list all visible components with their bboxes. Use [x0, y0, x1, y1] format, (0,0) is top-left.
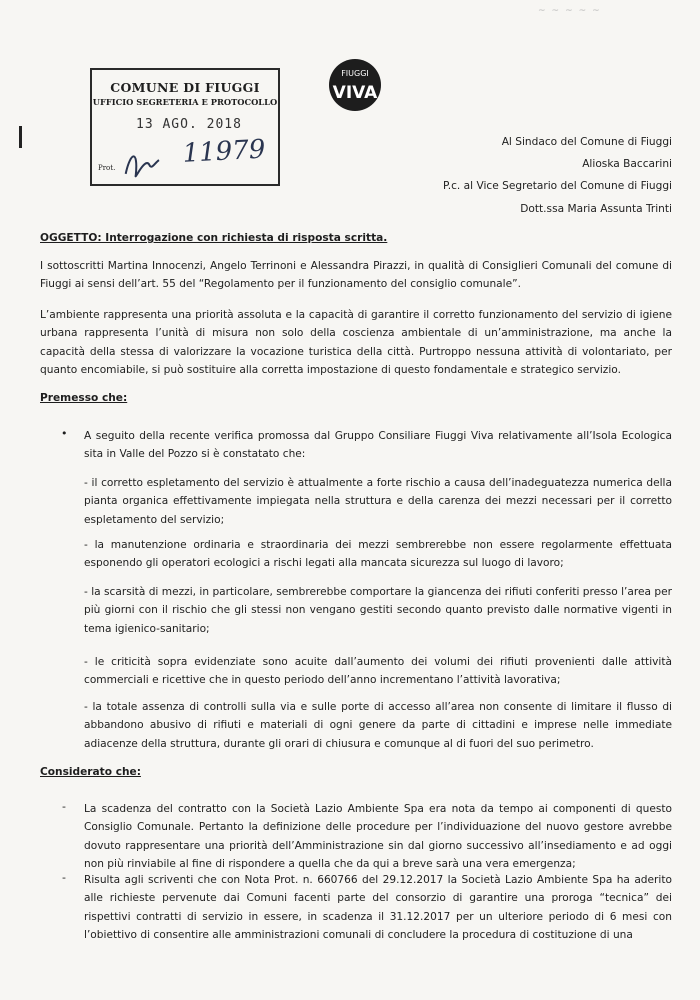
intro-paragraph: I sottoscritti Martina Innocenzi, Angelo Terrinoni e Alessandra Pirazzi, in qualità di Consiglieri Comunali del comune di Fiuggi ai sensi dell’art. 55 del “Regolamento per il funzionamento del consiglio comunale”.: [40, 260, 672, 291]
recipient-line: Dott.ssa Maria Assunta Trinti: [520, 202, 672, 215]
recipient-line: P.c. al Vice Segretario del Comune di Fiuggi: [442, 180, 672, 193]
considerato-heading: Considerato che:: [40, 766, 141, 778]
dash-marker: -: [62, 871, 66, 884]
logo-top-text: FIUGGI: [341, 69, 369, 78]
considerato-item: Risulta agli scriventi che con Nota Prot. n. 660766 del 29.12.2017 la Società Lazio Ambiente Spa ha aderito alle richieste pervenute dai Comuni facenti parte del consorzio di garantire una proroga “tecnica” dei rispettivi contratti di servizio in essere, in scadenza il 31.12.2017 per un ulteriore periodo di 6 mesi con l’obiettivo di consentire alle amministrazioni comunali di concludere la procedura di costituzione di una: [84, 874, 672, 942]
environment-paragraph: L’ambiente rappresenta una priorità assoluta e la capacità di garantire il corretto funzionamento del servizio di igiene urbana rappresenta l’unità di misura non solo della coscienza ambientale di un’amministrazione, ma anche la capacità della stessa di valorizzare la vocazione turistica della città. Purtroppo nessuna attività di volontariato, per quanto encomiabile, si può sostituire alla corretta impostazione di questo fondamentale e strategico servizio.: [40, 309, 672, 377]
premesso-item: - la manutenzione ordinaria e straordinaria dei mezzi sembrerebbe non essere regolarmente effettuata esponendo gli operatori ecologici a rischi legati alla mancata sicurezza sul luogo di lavoro;: [84, 539, 672, 570]
scan-corner-mark: ~~~~~: [538, 6, 606, 16]
stamp-prot-label: Prot.: [98, 164, 116, 172]
margin-mark: [19, 126, 22, 148]
premesso-item: - la scarsità di mezzi, in particolare, sembrerebbe comportare la giancenza dei rifiuti conferiti presso l’area per più giorni con il rischio che gli stessi non vengano gestiti secondo quanto previsto dalle normative vigenti in tema igienico-sanitario;: [84, 586, 672, 635]
bullet-marker: •: [61, 427, 68, 440]
dash-marker: -: [62, 800, 66, 813]
premesso-lead: A seguito della recente verifica promossa dal Gruppo Consiliare Fiuggi Viva relativamente all’Isola Ecologica sita in Valle del Pozzo si è constatato che:: [84, 430, 672, 461]
premesso-item: - il corretto espletamento del servizio è attualmente a forte rischio a causa dell’inadeguatezza numerica della pianta organica effettivamente impiegata nella struttura e della carenza dei mezzi necessari per il corretto espletamento del servizio;: [84, 477, 672, 526]
stamp-ufficio: UFFICIO SEGRETERIA E PROTOCOLLO: [92, 97, 278, 107]
stamp-comune: COMUNE DI FIUGGI: [110, 80, 260, 95]
recipient-line: Al Sindaco del Comune di Fiuggi: [501, 136, 672, 148]
stamp-date: 13 AGO. 2018: [136, 117, 242, 132]
premesso-item: - la totale assenza di controlli sulla via e sulle porte di accesso all’area non consente di limitare il flusso di abbandono abusivo di rifiuti e materiali di ogni genere da parte di cittadini e imprese nelle immediate adiacenze della struttura, durante gli orari di chiusura e comunque al di fuori del suo perimetro.: [84, 701, 672, 750]
protocol-stamp: COMUNE DI FIUGGI UFFICIO SEGRETERIA E PROTOCOLLO 13 AGO. 2018 Prot. 11979: [90, 68, 280, 186]
fiuggi-viva-logo-icon: [328, 58, 382, 112]
recipients-block: [443, 131, 672, 220]
recipient-line: Alioska Baccarini: [582, 158, 672, 171]
premesso-item: - le criticità sopra evidenziate sono acuite dall’aumento dei volumi dei rifiuti provenienti dalle attività commerciali e ricettive che in questo periodo dell’anno incrementano l’attività lavorativa;: [84, 656, 672, 687]
considerato-item: La scadenza del contratto con la Società Lazio Ambiente Spa era nota da tempo ai componenti di questo Consiglio Comunale. Pertanto la definizione delle procedure per l’individuazione del nuovo gestore avrebbe dovuto rappresentare una priorità dell’Amministrazione sin dal giorno successivo all’insediamento e ad oggi non più rinviabile al fine di rispondere a quella che da qui a breve sarà una vera emergenza;: [84, 803, 672, 871]
subject-line: OGGETTO: Interrogazione con richiesta di risposta scritta.: [40, 232, 388, 244]
logo-bottom-text: VIVA: [332, 83, 378, 103]
premesso-heading: Premesso che:: [40, 392, 128, 404]
